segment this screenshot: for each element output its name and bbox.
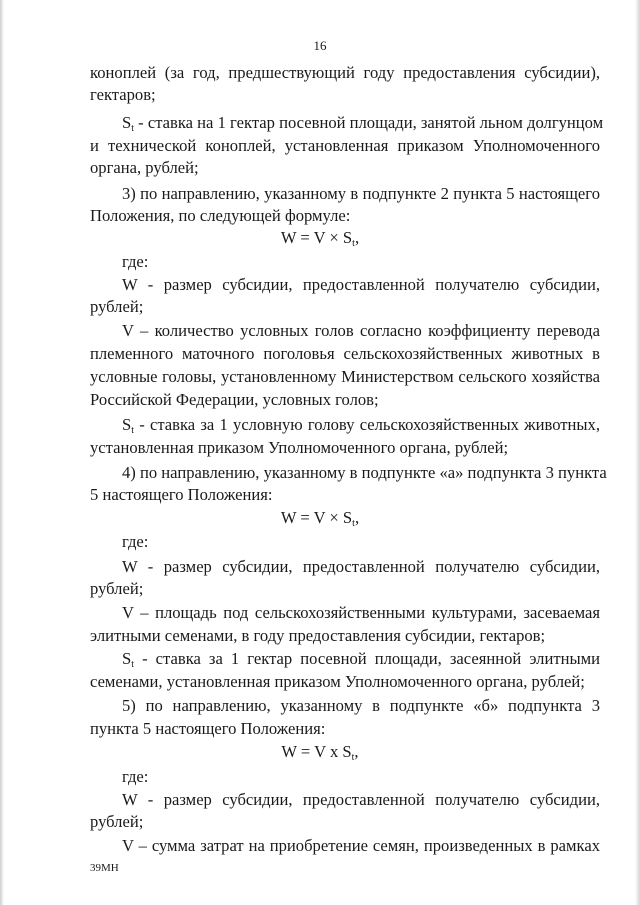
text-line: Положения, по следующей формуле: xyxy=(90,206,351,225)
text-line: элитными семенами, в году предоставления субсидии, гектаров; xyxy=(90,626,546,645)
text-line: W - размер субсидии, предоставленной получателю субсидии, xyxy=(122,557,600,576)
scan-edge-left xyxy=(0,0,4,905)
formula: W = V x $S_t$, xyxy=(281,742,359,763)
text-line: и технической коноплей, установленная приказом Уполномоченного xyxy=(90,136,600,155)
text-line: W - размер субсидии, предоставленной получателю субсидии, xyxy=(122,790,600,809)
text-line: рублей; xyxy=(90,812,144,831)
text-line: W - размер субсидии, предоставленной получателю субсидии, xyxy=(122,275,600,294)
text-line: установленная приказом Уполномоченного органа, рублей; xyxy=(90,438,509,457)
text-line: V – площадь под сельскохозяйственными культурами, засеваемая xyxy=(122,603,600,622)
text-line: племенного маточного поголовья сельскохозяйственных животных в xyxy=(90,344,600,363)
text-line: 4) по направлению, указанному в подпункте «а» подпункта 3 пункта xyxy=(122,463,607,482)
formula: $W = V \times S_t$, xyxy=(280,228,360,249)
text-line: $S_t$ - ставка за 1 гектар посевной площади, засеянной элитными xyxy=(122,649,600,670)
text-line: где: xyxy=(122,252,149,271)
text-line: V – сумма затрат на приобретение семян, произведенных в рамках xyxy=(122,836,600,855)
text-line: $S_t$ - ставка за 1 условную голову сельскохозяйственных животных, xyxy=(122,415,600,436)
text-line: 5 настоящего Положения: xyxy=(90,485,273,504)
text-line: 3) по направлению, указанному в подпункте 2 пункта 5 настоящего xyxy=(122,184,600,203)
text-line: органа, рублей; xyxy=(90,158,199,177)
text-line: семенами, установленная приказом Уполномоченного органа, рублей; xyxy=(90,672,585,691)
text-line: гектаров; xyxy=(90,85,156,104)
text-line: коноплей (за год, предшествующий году предоставления субсидии), xyxy=(90,63,600,82)
text-line: рублей; xyxy=(90,297,144,316)
text-line: рублей; xyxy=(90,579,144,598)
text-line: условные головы, установленному Министерством сельского хозяйства xyxy=(90,367,600,386)
text-line: пункта 5 настоящего Положения: xyxy=(90,719,326,738)
text-line: где: xyxy=(122,532,149,551)
footer-code: 39МН xyxy=(90,862,119,874)
text-line: V – количество условных голов согласно коэффициенту перевода xyxy=(122,321,600,340)
text-line: 5) по направлению, указанному в подпункте «б» подпункта 3 xyxy=(122,696,600,715)
text-line: $S_t$ - ставка на 1 гектар посевной площади, занятой льном долгунцом xyxy=(122,113,604,134)
text-line: где: xyxy=(122,767,149,786)
page-number: 16 xyxy=(313,38,327,53)
text-line: Российской Федерации, условных голов; xyxy=(90,390,379,409)
scan-edge-right xyxy=(635,0,640,905)
formula: $W = V \times S_t$, xyxy=(280,508,360,529)
